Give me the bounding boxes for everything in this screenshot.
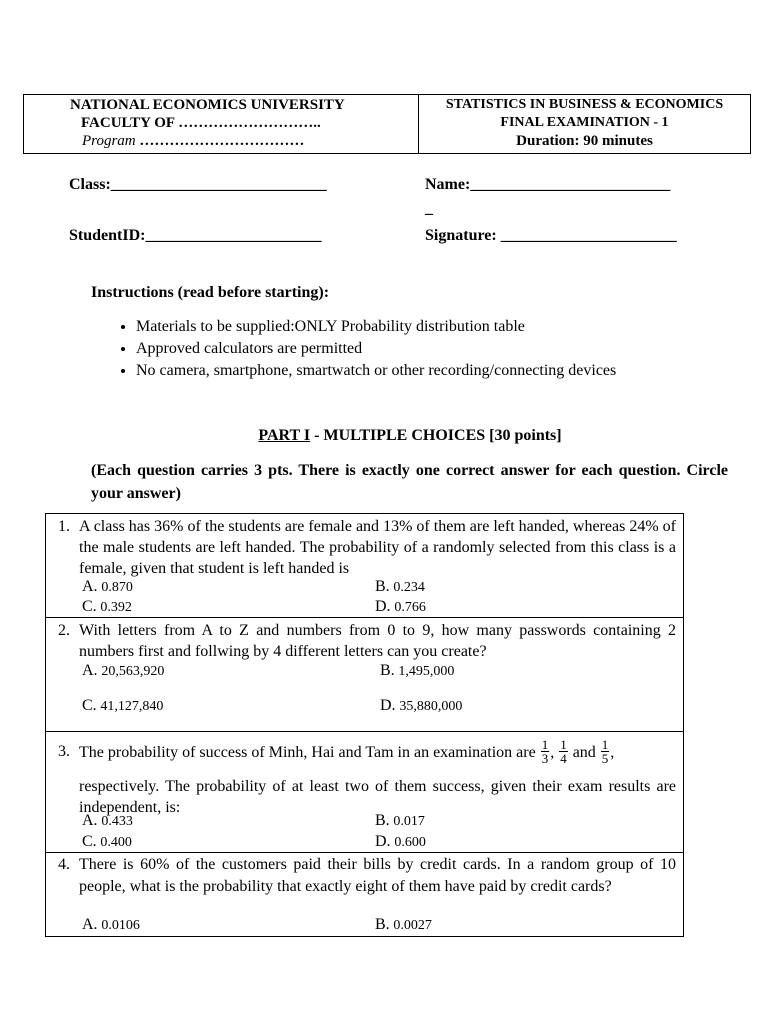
fraction-numerator: 1 <box>601 736 609 752</box>
option-d[interactable] <box>375 833 426 851</box>
option-value: 0.600 <box>394 835 426 850</box>
option-value: 0.0106 <box>101 918 140 933</box>
question-text: A class has 36% of the students are female and 13% of them are left handed, whereas 24% of the male students are left handed. The probability of a randomly selected from this class is a female, given that student is left handed is <box>79 518 676 577</box>
instructions-title: Instructions (read before starting): <box>91 284 330 301</box>
option-b[interactable] <box>380 662 454 680</box>
exam-title: FINAL EXAMINATION - 1 <box>500 115 669 130</box>
question-body <box>46 514 683 579</box>
option-value: 0.433 <box>101 814 133 829</box>
course-title: STATISTICS IN BUSINESS & ECONOMICS <box>445 97 724 112</box>
university-name: NATIONAL ECONOMICS UNIVERSITY <box>70 97 345 113</box>
part-title <box>0 427 768 445</box>
question-4 <box>45 852 684 937</box>
option-label: A. <box>82 812 98 829</box>
option-d[interactable] <box>375 598 426 616</box>
program-dots: …………………………… <box>139 133 305 149</box>
option-value: 0.0027 <box>393 918 432 933</box>
program-label: Program <box>82 133 136 149</box>
question-text: The probability of success of Minh, Hai and Tam in an examination are <box>79 744 540 761</box>
option-value: 0.870 <box>101 580 133 595</box>
option-label: C. <box>82 697 97 714</box>
option-label: B. <box>375 578 390 595</box>
question-number: 3. <box>58 743 70 760</box>
option-label: B. <box>380 662 395 679</box>
fraction-denominator: 5 <box>601 750 609 766</box>
option-value: 0.234 <box>393 580 425 595</box>
part-label: PART I <box>258 427 311 444</box>
question-1 <box>45 513 684 618</box>
instruction-item: • Materials to be supplied:ONLY Probability distribution table <box>136 316 616 338</box>
option-value: 41,127,840 <box>100 699 164 714</box>
option-value: 1,495,000 <box>398 664 455 679</box>
instruction-item: • Approved calculators are permitted <box>136 338 616 360</box>
option-label: A. <box>82 578 98 595</box>
fraction-numerator: 1 <box>541 736 549 752</box>
option-value: 0.392 <box>100 600 132 615</box>
option-c[interactable] <box>82 598 132 616</box>
fraction-denominator: 4 <box>560 750 567 766</box>
question-2 <box>45 617 684 732</box>
option-a[interactable] <box>82 578 133 596</box>
option-value: 0.017 <box>393 814 425 829</box>
question-body <box>46 732 683 818</box>
option-a[interactable] <box>82 916 140 934</box>
option-label: C. <box>82 833 97 850</box>
option-value: 0.766 <box>394 600 426 615</box>
question-number: 2. <box>58 622 70 639</box>
class-field[interactable]: Class:___________________________ <box>69 176 327 193</box>
question-line-1 <box>79 736 676 767</box>
duration-label: Duration <box>516 133 575 149</box>
option-label: B. <box>375 812 390 829</box>
fraction <box>541 738 550 765</box>
fraction <box>559 738 568 765</box>
option-label: C. <box>82 598 97 615</box>
exam-info-block <box>419 95 750 153</box>
option-value: 20,563,920 <box>101 664 165 679</box>
option-label: A. <box>82 916 98 933</box>
faculty-line: FACULTY OF ……………………….. <box>81 115 321 131</box>
option-b[interactable] <box>375 916 432 934</box>
duration-value: : 90 minutes <box>574 133 653 149</box>
question-number: 1. <box>58 518 70 535</box>
separator: , <box>610 744 615 761</box>
duration <box>419 132 750 150</box>
separator: and <box>572 744 596 761</box>
option-d[interactable] <box>380 697 462 715</box>
option-a[interactable] <box>82 662 164 680</box>
name-field[interactable]: Name:_________________________ <box>425 176 671 193</box>
separator: , <box>550 744 555 761</box>
option-b[interactable] <box>375 578 425 596</box>
name-field-overflow: _ <box>425 200 433 217</box>
question-body <box>46 853 683 898</box>
signature-field[interactable]: Signature: ______________________ <box>425 227 677 244</box>
question-body <box>46 618 683 662</box>
part-heading: - MULTIPLE CHOICES [30 points] <box>310 427 562 444</box>
question-number: 4. <box>58 856 70 873</box>
option-label: A. <box>82 662 98 679</box>
student-id-field[interactable]: StudentID:______________________ <box>69 227 322 244</box>
instructions-list <box>90 316 616 382</box>
question-text: respectively. The probability of at least two of them success, given their exam results are independent, is: <box>79 778 676 816</box>
option-c[interactable] <box>82 697 163 715</box>
fraction-denominator: 3 <box>541 750 549 766</box>
question-text: There is 60% of the customers paid their bills by credit cards. In a random group of 10 people, what is the probability that exactly eight of them have paid by credit cards? <box>79 856 676 895</box>
part-note: (Each question carries 3 pts. There is exactly one correct answer for each question. Circle your answer) <box>91 462 728 502</box>
fraction-numerator: 1 <box>560 736 567 752</box>
option-label: B. <box>375 916 390 933</box>
program-line <box>24 132 418 150</box>
instruction-item: • No camera, smartphone, smartwatch or other recording/connecting devices <box>136 360 616 382</box>
exam-header <box>23 94 751 154</box>
institution-block <box>24 95 419 153</box>
option-b[interactable] <box>375 812 425 830</box>
option-label: D. <box>375 598 391 615</box>
option-label: D. <box>375 833 391 850</box>
fraction <box>601 738 610 765</box>
option-label: D. <box>380 697 396 714</box>
option-a[interactable] <box>82 812 133 830</box>
option-value: 35,880,000 <box>399 699 463 714</box>
question-3 <box>45 731 684 853</box>
option-value: 0.400 <box>100 835 132 850</box>
question-text: With letters from A to Z and numbers from 0 to 9, how many passwords containing 2 numbers first and follwing by 4 different letters can you create? <box>79 622 676 660</box>
option-c[interactable] <box>82 833 132 851</box>
